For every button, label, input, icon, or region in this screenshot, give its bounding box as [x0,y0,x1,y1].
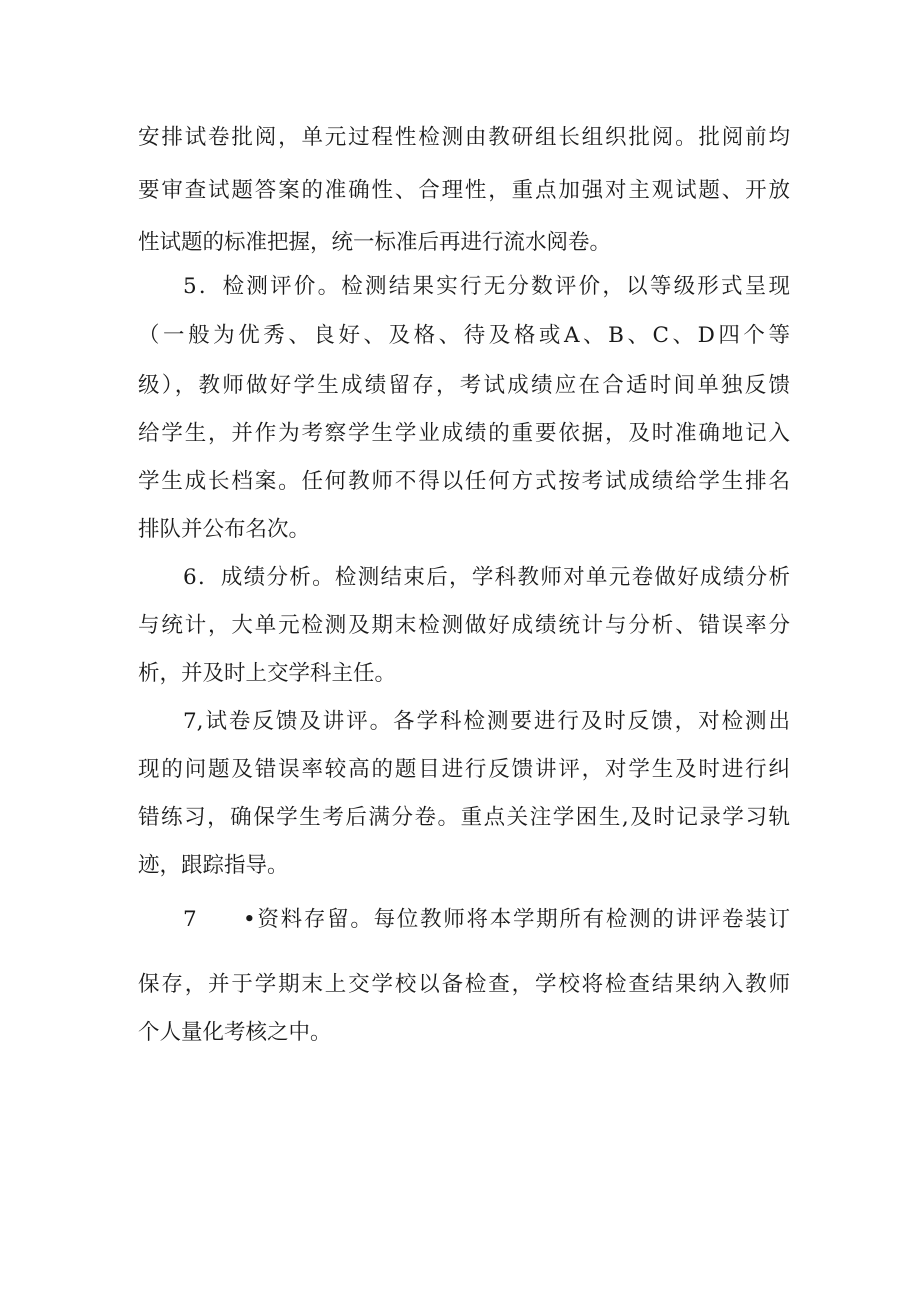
item-7b-heading-line: •资料存留。每位教师将本学期所有检测的讲评卷装订 [243,907,790,932]
paragraph-line: 级），教师做好学生成绩留存，考试成绩应在合适时间单独反馈 [138,373,790,398]
paragraph-line: 安排试卷批阅，单元过程性检测由教研组长组织批阅。批阅前均 [138,125,790,150]
paragraph-line: 要审查试题答案的准确性、合理性，重点加强对主观试题、开放 [138,178,790,203]
paragraph-line: 保存，并于学期末上交学校以备检查，学校将检查结果纳入教师 [138,972,790,997]
paragraph-line: 性试题的标准把握，统一标准后再进行流水阅卷。 [138,230,612,255]
paragraph-line: 学生成长档案。任何教师不得以任何方式按考试成绩给学生排名 [138,469,790,494]
item-6-heading-line: 6．成绩分析。检测结束后，学科教师对单元卷做好成绩分析 [183,565,790,590]
item-7-heading-line: 7,试卷反馈及讲评。各学科检测要进行及时反馈，对检测出 [183,709,790,734]
item-5-heading-line: 5．检测评价。检测结果实行无分数评价，以等级形式呈现 [183,274,790,299]
paragraph-line: 给学生，并作为考察学生学业成绩的重要依据，及时准确地记入 [138,421,790,446]
paragraph-line: 错练习，确保学生考后满分卷。重点关注学困生,及时记录学习轨 [138,805,790,830]
paragraph-line: 析，并及时上交学科主任。 [138,661,397,686]
paragraph-line: 现的问题及错误率较高的题目进行反馈讲评，对学生及时进行纠 [138,757,790,782]
paragraph-line: 与统计，大单元检测及期末检测做好成绩统计与分析、错误率分 [138,613,790,638]
paragraph-line: 排队并公布名次。 [138,517,311,542]
paragraph-line: 个人量化考核之中。 [138,1020,332,1045]
item-7b-number: 7 [183,907,197,932]
paragraph-line: 迹，跟踪指导。 [138,853,289,878]
paragraph-line: （一般为优秀、良好、及格、待及格或A、B、C、D四个等 [138,323,790,348]
